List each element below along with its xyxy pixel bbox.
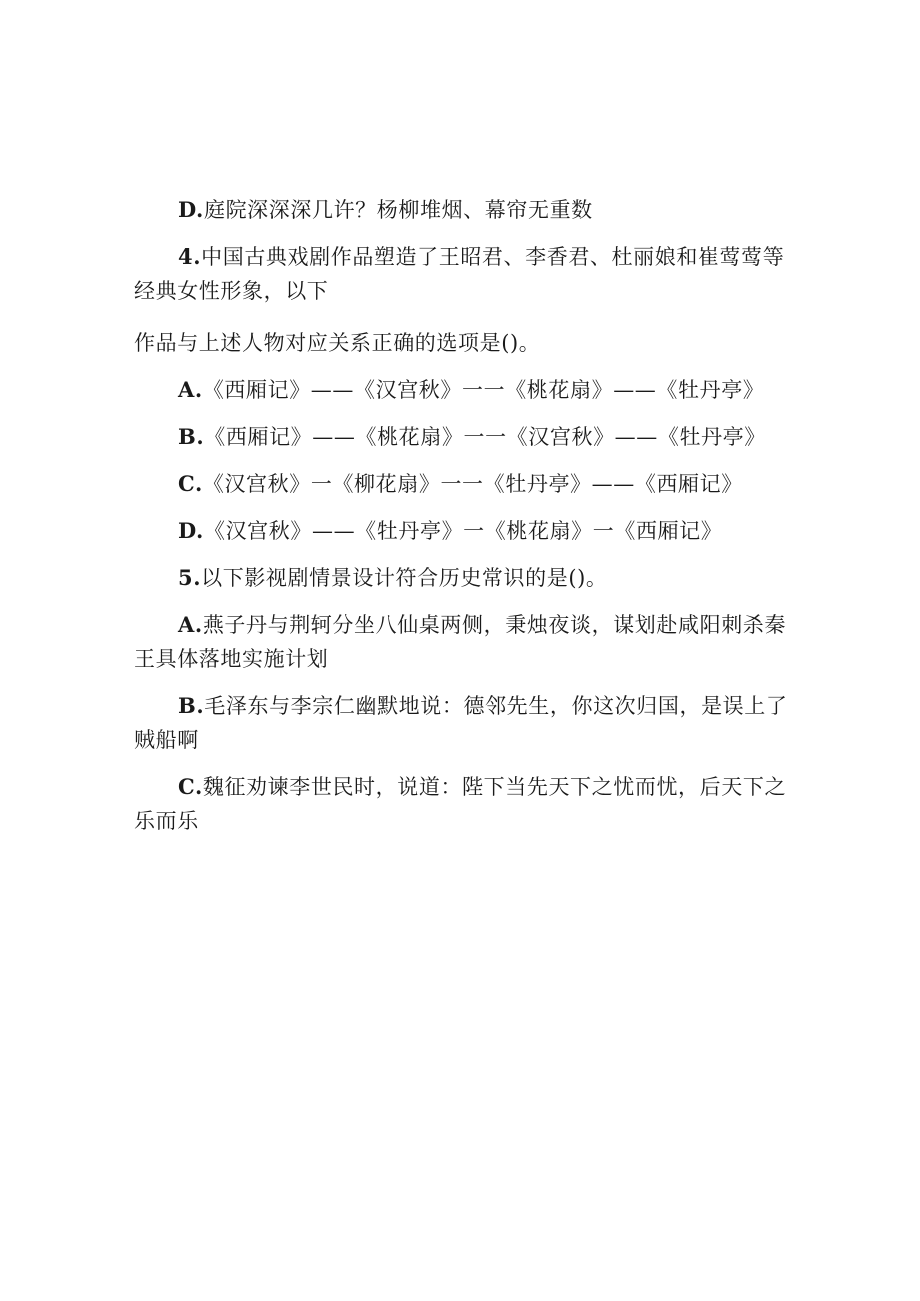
option-text: 毛泽东与李宗仁幽默地说：德邻先生，你这次归国，是误上了贼船啊 [134, 694, 788, 752]
option-label: D. [178, 197, 204, 222]
option-label: C. [178, 774, 203, 799]
option-label: A. [178, 612, 203, 637]
option-label: D. [178, 518, 204, 543]
option-text: 《西厢记》——《汉宫秋》一一《桃花扇》——《牡丹亭》 [202, 378, 765, 402]
question-number: 5. [178, 565, 202, 590]
option-b-q4 [134, 420, 794, 454]
option-text: 庭院深深深几许？杨柳堆烟、幕帘无重数 [203, 198, 593, 222]
document-body [134, 193, 794, 851]
question-text: 作品与上述人物对应关系正确的选项是()。 [134, 331, 541, 355]
option-a-q5 [134, 608, 794, 676]
option-label: A. [178, 377, 203, 402]
option-text: 魏征劝谏李世民时，说道：陛下当先天下之忧而忧，后天下之乐而乐 [134, 775, 787, 833]
option-d-q4 [134, 514, 794, 548]
question-text: 中国古典戏剧作品塑造了王昭君、李香君、杜丽娘和崔莺莺等经典女性形象，以下 [134, 245, 785, 303]
question-number: 4. [178, 244, 202, 269]
option-c-q4 [134, 467, 794, 501]
option-d-q3 [134, 193, 794, 227]
option-label: B. [178, 424, 205, 449]
question-5-stem [134, 561, 794, 595]
option-c-q5 [134, 770, 794, 838]
option-text: 《汉宫秋》——《牡丹亭》一《桃花扇》一《西厢记》 [203, 519, 723, 543]
option-a-q4 [134, 373, 794, 407]
option-text: 《西厢记》——《桃花扇》一一《汉宫秋》——《牡丹亭》 [204, 425, 766, 449]
option-label: B. [178, 693, 205, 718]
option-b-q5 [134, 689, 794, 757]
question-4-stem [134, 240, 794, 308]
question-4-stem-continued [134, 326, 794, 360]
question-text: 以下影视剧情景设计符合历史常识的是()。 [201, 566, 608, 590]
option-label: C. [178, 471, 203, 496]
option-text: 《汉宫秋》一《柳花扇》一一《牡丹亭》——《西厢记》 [202, 472, 743, 496]
option-text: 燕子丹与荆轲分坐八仙桌两侧，秉烛夜谈，谋划赴咸阳刺杀秦王具体落地实施计划 [134, 613, 787, 671]
